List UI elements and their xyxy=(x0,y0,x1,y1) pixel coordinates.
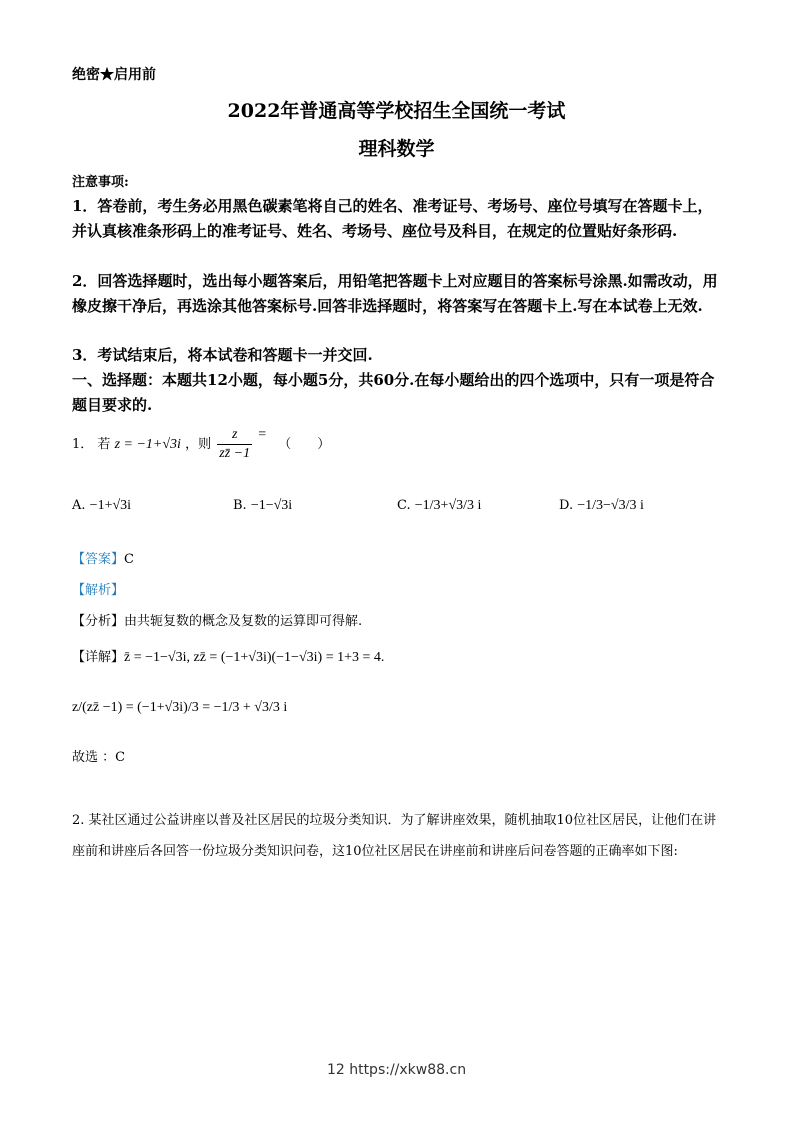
notice-item-2: 2．回答选择题时，选出每小题答案后，用铅笔把答题卡上对应题目的答案标号涂黑.如需改动，用橡皮擦干净后，再选涂其他答案标号.回答非选择题时，将答案写在答题卡上.写在本试卷上无效. xyxy=(72,272,718,315)
question-number: 1． xyxy=(72,437,94,452)
fenxi-text: 由共轭复数的概念及复数的运算即可得解. xyxy=(124,614,363,629)
answer-value: C xyxy=(124,552,134,567)
page-footer: 12 https://xkw88.cn xyxy=(326,1062,467,1078)
analysis-tag: 【解析】 xyxy=(72,583,125,598)
section-heading: 一、选择题：本题共12小题，每小题5分，共60分.在每小题给出的四个选项中，只有一项是符合题目要求的. xyxy=(72,371,715,414)
detail-math: z̄ = −1−√3i, zz̄ = (−1+√3i)(−1−√3i) = 1+3 = 4. xyxy=(124,650,385,665)
answer-tag: 【答案】 xyxy=(72,552,125,567)
fenxi-line xyxy=(72,610,362,629)
option-value: −1/3−√3/3 i xyxy=(577,498,644,513)
option-value: −1−√3i xyxy=(250,498,293,513)
notice-item-1: 1．答卷前，考生务必用黑色碳素笔将自己的姓名、准考证号、考场号、座位号填写在答题卡上，并认真核准条形码上的准考证号、姓名、考场号、座位号及科目，在规定的位置贴好条形码. xyxy=(72,197,713,240)
option-c xyxy=(397,498,481,514)
option-value: −1/3+√3/3 i xyxy=(414,498,482,513)
answer-paren: （ ） xyxy=(278,437,331,452)
question-2: 2. 某社区通过公益讲座以普及社区居民的垃圾分类知识．为了解讲座效果，随机抽取10位社区居民，让他们在讲座前和讲座后各回答一份垃圾分类知识问卷，这10位社区居民在讲座前和讲座后问卷答题的正确率如下图: xyxy=(72,813,717,859)
detail-line-2: z/(zz̄ −1) = (−1+√3i)/3 = −1/3 + √3/3 i xyxy=(72,700,288,715)
fraction-denominator: zz̄ −1 xyxy=(219,446,251,461)
page-subtitle: 理科数学 xyxy=(358,138,435,160)
secret-label: 绝密★启用前 xyxy=(72,67,156,83)
question-fraction xyxy=(217,426,252,463)
option-label: D. xyxy=(559,498,574,513)
question-then: ，则 xyxy=(185,437,212,452)
notice-item-3: 3．考试结束后，将本试卷和答题卡一并交回. xyxy=(72,346,373,364)
z-definition: z = −1+√3i xyxy=(114,437,181,452)
option-label: B. xyxy=(233,498,247,513)
detail-tag: 【详解】 xyxy=(72,650,125,665)
equals-sign: = xyxy=(258,427,267,442)
fenxi-tag: 【分析】 xyxy=(72,614,125,629)
question-1 xyxy=(72,426,330,463)
detail-line xyxy=(72,646,384,666)
question-if: 若 xyxy=(97,437,111,452)
page-title: 2022年普通高等学校招生全国统一考试 xyxy=(227,100,566,122)
fraction-numerator: z xyxy=(217,426,252,445)
option-label: C. xyxy=(397,498,411,513)
option-value: −1+√3i xyxy=(89,498,132,513)
choice-line: 故选 ：C xyxy=(72,750,126,765)
answer-line xyxy=(72,548,134,567)
option-label: A. xyxy=(72,498,86,513)
option-a xyxy=(72,498,131,514)
option-d xyxy=(559,498,644,514)
notice-heading: 注意事项: xyxy=(72,175,129,190)
option-b xyxy=(233,498,292,514)
